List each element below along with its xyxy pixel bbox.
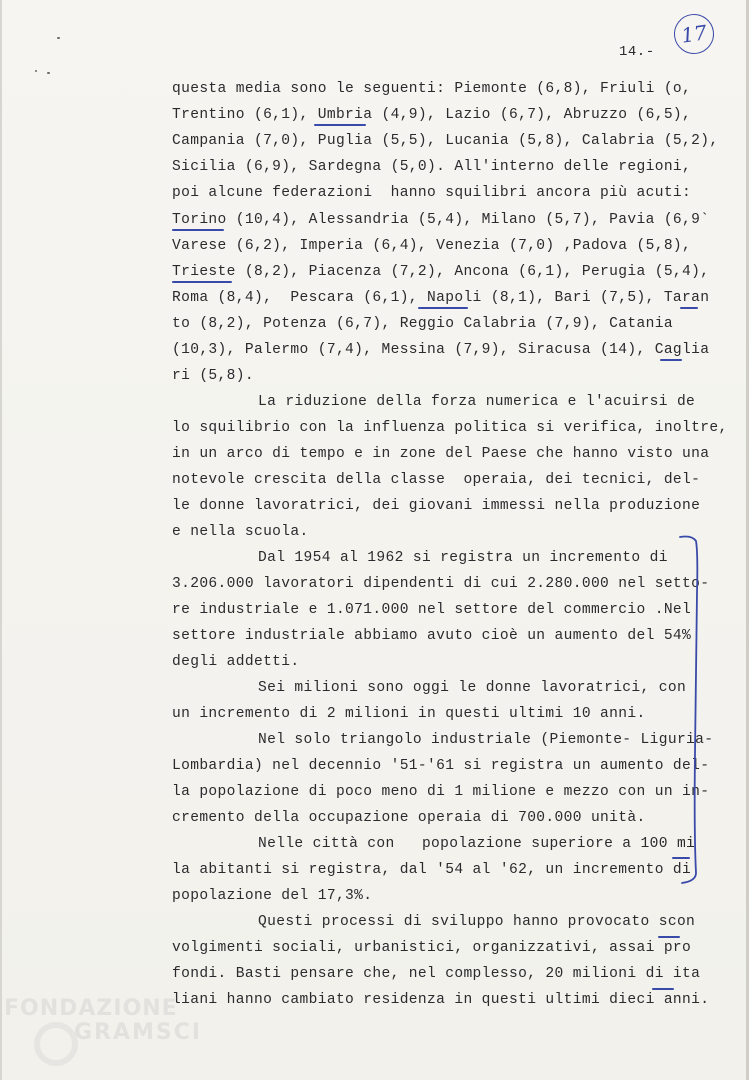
underline-napoli xyxy=(418,307,468,309)
paper-speck xyxy=(47,72,50,74)
paper-speck xyxy=(57,37,60,39)
text-line: 3.206.000 lavoratori dipendenti di cui 2.280.000 nel setto- xyxy=(172,576,710,592)
text-line: Nelle città con popolazione superiore a 100 mi xyxy=(258,836,696,852)
text-line: Varese (6,2), Imperia (6,4), Venezia (7,0) ,Padova (5,8), xyxy=(172,238,692,254)
text-line: questa media sono le seguenti: Piemonte (6,8), Friuli (o, xyxy=(172,81,692,97)
watermark-logo-icon xyxy=(34,1022,78,1066)
text-line: Dal 1954 al 1962 si registra un incremento di xyxy=(258,550,668,566)
text-line: re industriale e 1.071.000 nel settore del commercio .Nel xyxy=(172,602,692,618)
text-line: Trentino (6,1), Umbria (4,9), Lazio (6,7), Abruzzo (6,5), xyxy=(172,107,692,123)
text-line: popolazione del 17,3%. xyxy=(172,888,373,904)
text-line: Lombardia) nel decennio '51-'61 si registra un aumento del- xyxy=(172,758,710,774)
text-line: le donne lavoratrici, dei giovani immessi nella produzione xyxy=(172,498,701,514)
text-line: Questi processi di sviluppo hanno provocato scon xyxy=(258,914,696,930)
paper-speck xyxy=(35,70,37,72)
text-line: Sei milioni sono oggi le donne lavoratrici, con xyxy=(258,680,687,696)
underline-trieste xyxy=(172,281,232,283)
underline-torino xyxy=(172,229,224,231)
underline-taran xyxy=(680,307,698,309)
text-line: poi alcune federazioni hanno squilibri ancora più acuti: xyxy=(172,185,692,201)
text-line: settore industriale abbiamo avuto cioè un aumento del 54% xyxy=(172,628,692,644)
text-line: un incremento di 2 milioni in questi ultimi 10 anni. xyxy=(172,706,646,722)
text-line: Campania (7,0), Puglia (5,5), Lucania (5,8), Calabria (5,2), xyxy=(172,133,719,149)
text-line: to (8,2), Potenza (6,7), Reggio Calabria (7,9), Catania xyxy=(172,316,673,332)
text-line: Trieste (8,2), Piacenza (7,2), Ancona (6,1), Perugia (5,4), xyxy=(172,264,710,280)
text-line: lo squilibrio con la influenza politica si verifica, inoltre, xyxy=(172,420,728,436)
watermark-line1: FONDAZIONE xyxy=(4,996,178,1021)
margin-bracket-mark xyxy=(676,533,702,889)
underline-umbria xyxy=(314,124,366,126)
text-line: la popolazione di poco meno di 1 milione e mezzo con un in- xyxy=(172,784,710,800)
text-line: Sicilia (6,9), Sardegna (5,0). All'interno delle regioni, xyxy=(172,159,692,175)
text-line: notevole crescita della classe operaia, dei tecnici, del- xyxy=(172,472,701,488)
text-line: ri (5,8). xyxy=(172,368,254,384)
text-line: Torino (10,4), Alessandria (5,4), Milano (5,7), Pavia (6,9` xyxy=(172,212,710,228)
text-line: la abitanti si registra, dal '54 al '62, un incremento di xyxy=(172,862,692,878)
underline-caglia xyxy=(660,359,682,361)
page-edge-left xyxy=(0,0,2,1080)
underline-scon xyxy=(658,936,680,938)
archive-watermark xyxy=(4,996,204,1076)
text-line: e nella scuola. xyxy=(172,524,309,540)
text-line: Nel solo triangolo industriale (Piemonte- Liguria- xyxy=(258,732,714,748)
watermark-line2: GRAMSCI xyxy=(74,1020,203,1045)
text-line: degli addetti. xyxy=(172,654,300,670)
text-line: volgimenti sociali, urbanistici, organizzativi, assai pro xyxy=(172,940,692,956)
text-line: liani hanno cambiato residenza in questi ultimi dieci anni. xyxy=(172,992,710,1008)
folio-number-text: 17 xyxy=(679,20,709,48)
underline-ita xyxy=(652,988,674,990)
text-line: La riduzione della forza numerica e l'acuirsi de xyxy=(258,394,696,410)
text-line: Roma (8,4), Pescara (6,1), Napoli (8,1), Bari (7,5), Taran xyxy=(172,290,710,306)
text-line: fondi. Basti pensare che, nel complesso, 20 milioni di ita xyxy=(172,966,701,982)
text-line: (10,3), Palermo (7,4), Messina (7,9), Siracusa (14), Caglia xyxy=(172,342,710,358)
page-number: 14.- xyxy=(619,44,655,60)
text-line: in un arco di tempo e in zone del Paese che hanno visto una xyxy=(172,446,710,462)
handwritten-folio-number xyxy=(671,11,716,56)
text-line: cremento della occupazione operaia di 700.000 unità. xyxy=(172,810,646,826)
